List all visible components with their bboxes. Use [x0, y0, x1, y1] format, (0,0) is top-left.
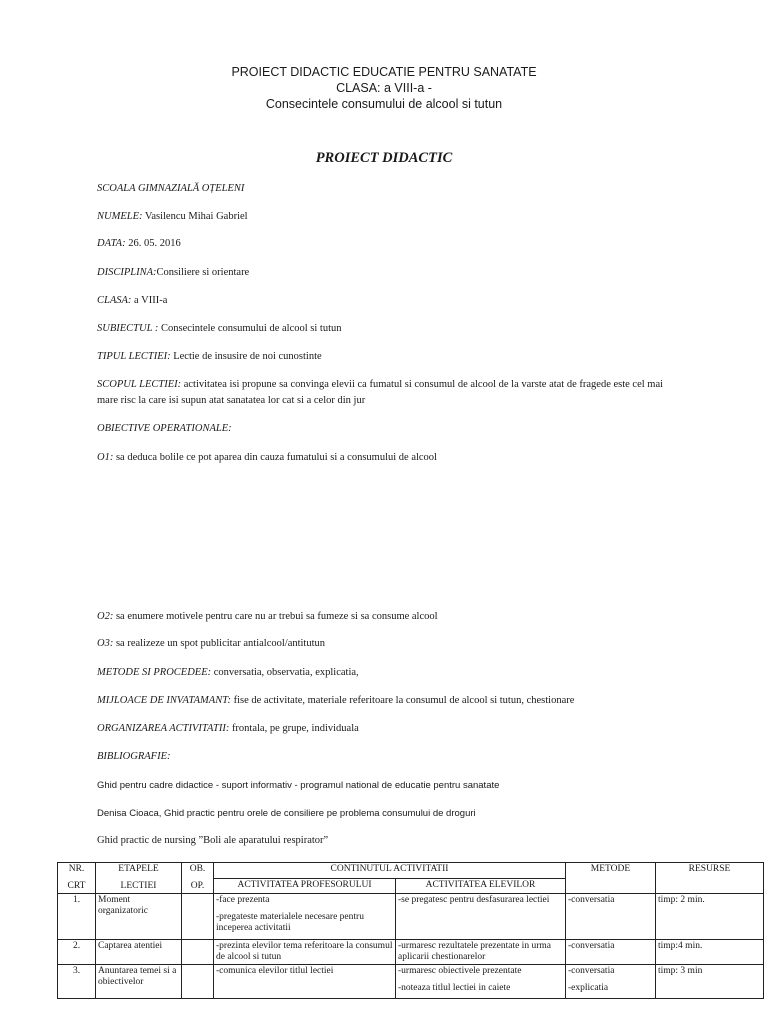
page-title: PROIECT DIDACTIC: [315, 150, 453, 166]
table-header-row: [58, 863, 764, 879]
discipline-value: Consiliere si orientare: [156, 267, 250, 278]
row-prof-1: -prezinta elevilor tema referitoare la consumul de alcool si tutun: [216, 941, 393, 962]
o2-line: [97, 609, 747, 624]
row-prof: [214, 965, 396, 999]
row-metode-2: -explicatia: [568, 983, 609, 993]
objectives-label: OBIECTIVE OPERATIONALE:: [97, 423, 232, 434]
class-value: a VIII-a: [131, 295, 168, 306]
means-value: fise de activitate, materiale referitoare la consumul de alcool si tutun, chestionare: [230, 695, 575, 706]
subject-line: [97, 321, 747, 336]
row-metode-1: -conversatia: [568, 966, 615, 976]
school-line: [97, 181, 747, 196]
row-nr: 1.: [58, 894, 96, 940]
methods-line: [97, 665, 747, 680]
row-elevi: [396, 965, 566, 999]
methods-value: conversatia, observatia, explicatia,: [211, 667, 359, 678]
purpose-value-2: mare risc la care isi supun atat sanatatea lor cat si a celor din jur: [97, 395, 366, 406]
row-elevi-2: -noteaza titlul lectiei in caiete: [398, 983, 511, 993]
purpose-value-1: activitatea isi propune sa convinga elevii ca fumatul si consumul de alcool de la varste atat de fragede este cel mai: [181, 379, 664, 390]
bibliography-label: BIBLIOGRAFIE:: [97, 751, 171, 762]
row-etapa: Anuntarea temei si a obiectivelor: [96, 965, 182, 999]
row-prof-1: -comunica elevilor titlul lectiei: [216, 966, 334, 976]
name-value: Vasilencu Mihai Gabriel: [142, 211, 248, 222]
row-ob: [182, 940, 214, 965]
row-ob: [182, 894, 214, 940]
row-prof-2: -pregateste materialele necesare pentru inceperea activitatii: [216, 912, 364, 933]
row-nr: 3.: [58, 965, 96, 999]
o1-line: [97, 450, 747, 465]
row-prof: [214, 894, 396, 940]
org-value: frontala, pe grupe, individuala: [229, 723, 359, 734]
row-elevi: [396, 940, 566, 965]
row-ob: [182, 965, 214, 999]
row-metode-1: -conversatia: [568, 895, 615, 905]
methods-label: METODE SI PROCEDEE:: [97, 667, 212, 678]
header-ob-label: OB.: [189, 864, 206, 874]
row-resurse: timp: 2 min.: [656, 894, 764, 940]
type-line: [97, 349, 747, 364]
row-metode: [566, 965, 656, 999]
date-line: [97, 236, 747, 251]
row-elevi-1: -urmaresc rezultatele prezentate in urma aplicarii chestionarelor: [398, 941, 551, 962]
bibliography-item-2: Denisa Cioaca, Ghid practic pentru orele de consiliere pe problema consumului de droguri: [97, 808, 476, 819]
lesson-table: [57, 862, 764, 999]
purpose-line-2: [97, 393, 747, 408]
name-label: NUMELE:: [97, 211, 143, 222]
org-label: ORGANIZAREA ACTIVITATII:: [97, 723, 230, 734]
row-etapa: Moment organizatoric: [96, 894, 182, 940]
header-activitatea-profesorului: ACTIVITATEA PROFESORULUI: [214, 878, 396, 894]
row-resurse: timp: 3 min: [656, 965, 764, 999]
row-metode: [566, 894, 656, 940]
row-prof-1: -face prezenta: [216, 895, 270, 905]
type-value: Lectie de insusire de noi cunostinte: [170, 351, 322, 362]
header-etape-label: ETAPELE: [118, 864, 159, 874]
table-row: [58, 894, 764, 940]
date-label: DATA:: [97, 238, 126, 249]
name-line: [97, 209, 747, 224]
o3-label: O3:: [97, 638, 114, 649]
subject-label: SUBIECTUL :: [97, 323, 159, 334]
table-row: [58, 940, 764, 965]
row-metode-1: -conversatia: [568, 941, 615, 951]
header-nr-crt: [58, 863, 96, 894]
objectives-line: [97, 421, 747, 436]
header-line-3: Consecintele consumului de alcool si tutun: [265, 97, 503, 111]
means-label: MIJLOACE DE INVATAMANT:: [97, 695, 231, 706]
bibliography-heading: [97, 749, 747, 764]
row-prof: [214, 940, 396, 965]
o3-line: [97, 636, 747, 651]
bibliography-item-1: Ghid pentru cadre didactice - suport informativ - programul national de educatie pentru sanatate: [97, 780, 500, 791]
header-continut: CONTINUTUL ACTIVITATII: [214, 863, 566, 879]
o1-label: O1:: [97, 452, 114, 463]
header-line-2: CLASA: a VIII-a -: [336, 81, 432, 95]
discipline-line: [97, 265, 747, 280]
header-activitatea-elevilor: ACTIVITATEA ELEVILOR: [396, 878, 566, 894]
row-resurse: timp:4 min.: [656, 940, 764, 965]
date-value: 26. 05. 2016: [125, 238, 181, 249]
o1-value: sa deduca bolile ce pot aparea din cauza fumatului si a consumului de alcool: [113, 452, 437, 463]
purpose-line-1: [97, 377, 747, 392]
header-crt-label: CRT: [67, 881, 86, 891]
table-row: [58, 965, 764, 999]
row-elevi: [396, 894, 566, 940]
header-ob-op: [182, 863, 214, 894]
header-resurse: RESURSE: [656, 863, 764, 894]
row-elevi-1: -urmaresc obiectivele prezentate: [398, 966, 522, 976]
header-line-1: PROIECT DIDACTIC EDUCATIE PENTRU SANATATE: [231, 65, 537, 79]
header-nr-label: NR.: [68, 864, 85, 874]
header-op-label: OP.: [190, 881, 205, 891]
row-nr: 2.: [58, 940, 96, 965]
bibliography-item-3: Ghid practic de nursing ”Boli ale aparatului respirator”: [97, 835, 329, 846]
header-etape: [96, 863, 182, 894]
row-elevi-1: -se pregatesc pentru desfasurarea lectiei: [398, 895, 550, 905]
means-line: [97, 693, 747, 708]
class-label: CLASA:: [97, 295, 132, 306]
discipline-label: DISCIPLINA:: [97, 267, 157, 278]
header-lectiei-label: LECTIEI: [120, 881, 157, 891]
row-metode: [566, 940, 656, 965]
o2-value: sa enumere motivele pentru care nu ar trebui sa fumeze si sa consume alcool: [113, 611, 438, 622]
o2-label: O2:: [97, 611, 114, 622]
type-label: TIPUL LECTIEI:: [97, 351, 171, 362]
org-line: [97, 721, 747, 736]
header-metode: METODE: [566, 863, 656, 894]
class-line: [97, 293, 747, 308]
o3-value: sa realizeze un spot publicitar antialcool/antitutun: [113, 638, 326, 649]
row-etapa: Captarea atentiei: [96, 940, 182, 965]
school-name: SCOALA GIMNAZIALĂ OȚELENI: [97, 183, 245, 194]
purpose-label: SCOPUL LECTIEI:: [97, 379, 182, 390]
subject-value: Consecintele consumului de alcool si tutun: [158, 323, 342, 334]
